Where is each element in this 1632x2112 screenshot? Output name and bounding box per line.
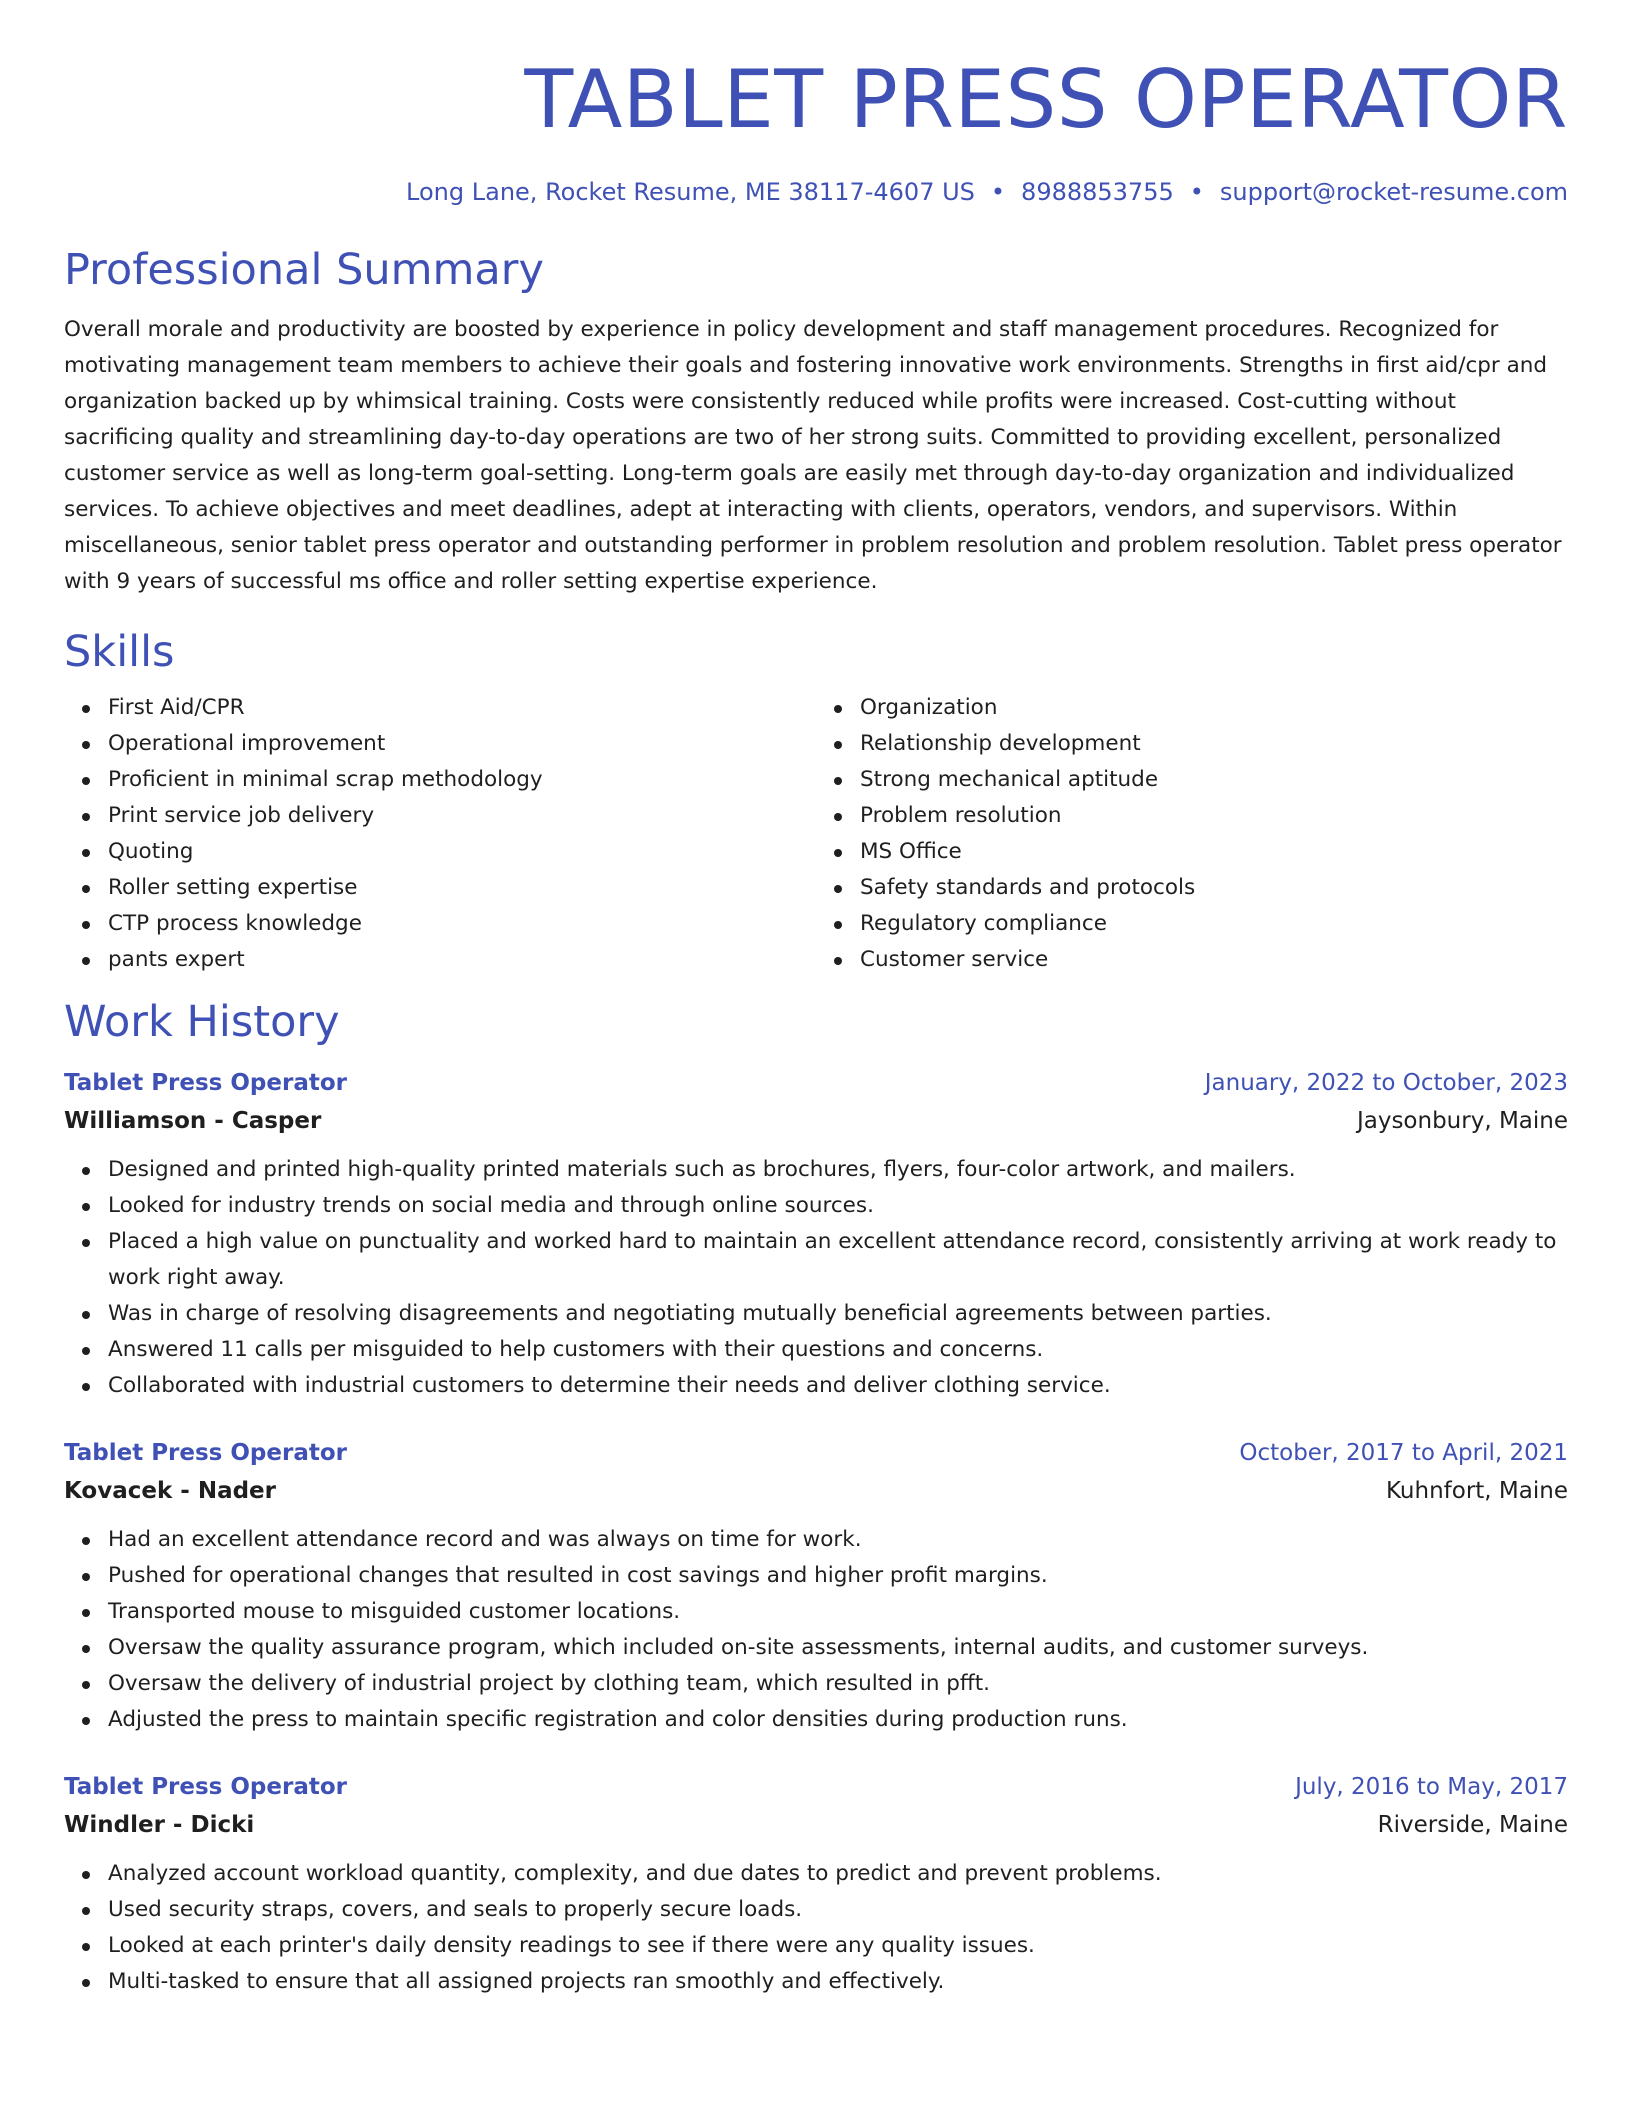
job-location: Kuhnfort, Maine (1386, 1478, 1568, 1504)
duty-item: Oversaw the delivery of industrial project by clothing team, which resulted in pfft. (108, 1666, 1568, 1702)
job-header-row (64, 1768, 1568, 1806)
duty-item: Used security straps, covers, and seals to properly secure loads. (108, 1892, 1568, 1928)
job-location: Riverside, Maine (1377, 1812, 1568, 1838)
job-location: Jaysonbury, Maine (1356, 1108, 1568, 1134)
skill-item: First Aid/CPR (108, 690, 816, 726)
contact-separator: • (990, 178, 1006, 206)
job-company-row (64, 1102, 1568, 1140)
duty-item: Oversaw the quality assurance program, which included on-site assessments, internal audits, and customer surveys. (108, 1630, 1568, 1666)
summary-text: Overall morale and productivity are boosted by experience in policy development and staff management procedures. Recognized for motivating management team members to achieve their goals and fostering innovative work environments. Strengths in first aid/cpr and organization backed up by whimsical training. Costs were consistently reduced while profits were increased. Cost-cutting without sacrificing quality and streamlining day-to-day operations are two of her strong suits. Committed to providing excellent, personalized customer service as well as long-term goal-setting. Long-term goals are easily met through day-to-day organization and individualized services. To achieve objectives and meet deadlines, adept at interacting with clients, operators, vendors, and supervisors. Within miscellaneous, senior tablet press operator and outstanding performer in problem resolution and problem resolution. Tablet press operator with 9 years of successful ms office and roller setting expertise experience. (64, 317, 1562, 594)
duty-item: Adjusted the press to maintain specific registration and color densities during production runs. (108, 1702, 1568, 1738)
summary-heading: Professional Summary (64, 245, 544, 295)
job-company: Kovacek - Nader (64, 1478, 276, 1504)
duty-item: Designed and printed high-quality printed materials such as brochures, flyers, four-color artwork, and mailers. (108, 1152, 1568, 1188)
duty-item: Analyzed account workload quantity, complexity, and due dates to predict and prevent problems. (108, 1856, 1568, 1892)
job-company: Williamson - Casper (64, 1108, 322, 1134)
job-header-row (64, 1064, 1568, 1102)
contact-line (64, 176, 1568, 208)
job-company-row (64, 1472, 1568, 1510)
skill-item: CTP process knowledge (108, 906, 816, 942)
skill-item: Proficient in minimal scrap methodology (108, 762, 816, 798)
skill-item: Print service job delivery (108, 798, 816, 834)
skill-item: pants expert (108, 942, 816, 978)
skill-item: Operational improvement (108, 726, 816, 762)
job-company-row (64, 1806, 1568, 1844)
resume-header (64, 0, 1568, 208)
skill-item: Customer service (860, 942, 1568, 978)
duty-item: Was in charge of resolving disagreements and negotiating mutually beneficial agreements between parties. (108, 1296, 1568, 1332)
job-header-row (64, 1434, 1568, 1472)
contact-phone: 8988853755 (1021, 178, 1174, 206)
job-title: Tablet Press Operator (64, 1774, 347, 1800)
duty-item: Had an excellent attendance record and was always on time for work. (108, 1522, 1568, 1558)
skill-item: Regulatory compliance (860, 906, 1568, 942)
skills-heading: Skills (64, 627, 175, 677)
duty-item: Placed a high value on punctuality and worked hard to maintain an excellent attendance record, consistently arriving at work ready to work right away. (108, 1224, 1568, 1296)
job-company: Windler - Dicki (64, 1812, 255, 1838)
skills-column-right (816, 690, 1568, 978)
job-duties (64, 1152, 1568, 1404)
skill-item: Quoting (108, 834, 816, 870)
job-entry (64, 1768, 1568, 2000)
duty-item: Transported mouse to misguided customer locations. (108, 1594, 1568, 1630)
job-title: Tablet Press Operator (64, 1440, 347, 1466)
duty-item: Collaborated with industrial customers to determine their needs and deliver clothing service. (108, 1368, 1568, 1404)
duty-item: Pushed for operational changes that resulted in cost savings and higher profit margins. (108, 1558, 1568, 1594)
job-duties (64, 1522, 1568, 1738)
duty-item: Looked at each printer's daily density readings to see if there were any quality issues. (108, 1928, 1568, 1964)
skill-item: Problem resolution (860, 798, 1568, 834)
candidate-title: TABLET PRESS OPERATOR (524, 53, 1568, 146)
duty-item: Multi-tasked to ensure that all assigned projects ran smoothly and effectively. (108, 1964, 1568, 2000)
job-dates: July, 2016 to May, 2017 (1295, 1774, 1568, 1800)
job-dates: January, 2022 to October, 2023 (1204, 1070, 1568, 1096)
skill-item: Relationship development (860, 726, 1568, 762)
skill-item: Roller setting expertise (108, 870, 816, 906)
skill-item: Safety standards and protocols (860, 870, 1568, 906)
contact-email: support@rocket-resume.com (1219, 178, 1568, 206)
skill-item: Strong mechanical aptitude (860, 762, 1568, 798)
contact-address: Long Lane, Rocket Resume, ME 38117-4607 US (406, 178, 975, 206)
job-entry (64, 1434, 1568, 1738)
job-entry (64, 1064, 1568, 1404)
duty-item: Answered 11 calls per misguided to help customers with their questions and concerns. (108, 1332, 1568, 1368)
skill-item: MS Office (860, 834, 1568, 870)
duty-item: Looked for industry trends on social media and through online sources. (108, 1188, 1568, 1224)
contact-separator: • (1189, 178, 1204, 206)
skills-grid (64, 690, 1568, 978)
job-title: Tablet Press Operator (64, 1070, 347, 1096)
skills-column-left (64, 690, 816, 978)
job-dates: October, 2017 to April, 2021 (1239, 1440, 1568, 1466)
skill-item: Organization (860, 690, 1568, 726)
job-duties (64, 1856, 1568, 2000)
work-history-heading: Work History (64, 997, 340, 1047)
